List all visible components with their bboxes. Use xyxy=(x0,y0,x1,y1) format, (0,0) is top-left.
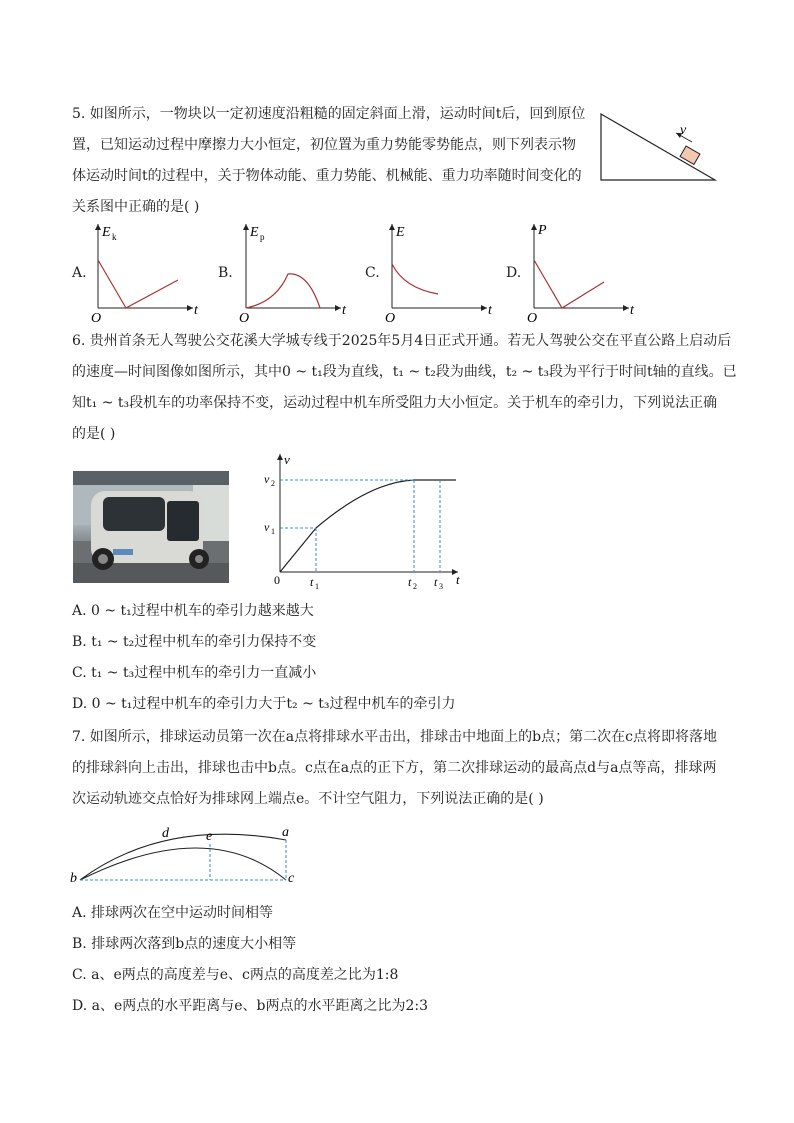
velocity-label: v xyxy=(680,123,687,138)
q5-line-1: 5. 如图所示，一物块以一定初速度沿粗糙的固定斜面上滑，运动时间t后，回到原位 xyxy=(72,106,586,122)
svg-text:0: 0 xyxy=(274,573,280,587)
svg-text:t: t xyxy=(630,303,634,318)
velocity-time-graph xyxy=(260,452,470,592)
q6-line-1: 6. 贵州首条无人驾驶公交花溪大学城专线于2025年5月4日正式开通。若无人驾驶公交在平直公路上启动后 xyxy=(72,333,732,349)
q7-option-d: D. a、e两点的水平距离与e、b两点的水平距离之比为2:3 xyxy=(72,998,429,1014)
svg-text:t: t xyxy=(456,572,460,587)
svg-text:e: e xyxy=(206,829,213,844)
svg-text:O: O xyxy=(385,311,396,326)
svg-text:E: E xyxy=(102,225,111,240)
q5-option-b-label: B. xyxy=(218,265,233,281)
svg-text:O: O xyxy=(527,311,538,326)
q7-option-a: A. 排球两次在空中运动时间相等 xyxy=(72,905,274,921)
svg-text:1: 1 xyxy=(271,527,275,536)
svg-text:b: b xyxy=(70,871,77,886)
q5-option-d-label: D. xyxy=(506,265,522,281)
q7-line-3: 次运动轨迹交点恰好为排球网上端点e。不计空气阻力，下列说法正确的是( ) xyxy=(72,791,544,807)
q6-option-d: D. 0 ~ t₁过程中机车的牵引力大于t₂ ~ t₃过程中机车的牵引力 xyxy=(72,696,456,712)
q6-line-2: 的速度—时间图像如图所示，其中0 ~ t₁段为直线，t₁ ~ t₂段为曲线，t₂ ~ t₃段为平行于时间t轴的直线。已 xyxy=(72,364,737,380)
incline-figure xyxy=(600,112,718,184)
q7-line-2: 的排球斜向上击出，排球也击中b点。c点在a点的正下方，第二次排球运动的最高点d与a点等高，排球两 xyxy=(72,760,717,776)
svg-text:v: v xyxy=(264,472,270,486)
svg-text:E: E xyxy=(250,225,259,240)
q7-option-b: B. 排球两次落到b点的速度大小相等 xyxy=(72,936,297,952)
q5-line-4: 关系图中正确的是( ) xyxy=(72,199,200,215)
q6-option-c: C. t₁ ~ t₃过程中机车的牵引力一直减小 xyxy=(72,665,317,681)
svg-text:k: k xyxy=(112,232,117,242)
graph-a xyxy=(88,222,208,326)
svg-text:c: c xyxy=(288,871,295,886)
graph-b xyxy=(236,222,356,326)
svg-text:t: t xyxy=(194,303,198,318)
q6-line-3: 知t₁ ~ t₃段机车的功率保持不变，运动过程中机车所受阻力大小恒定。关于机车的牵引力，下列说法正确 xyxy=(72,395,718,411)
volleyball-trajectory-figure xyxy=(68,822,308,888)
svg-text:E: E xyxy=(396,225,405,240)
svg-text:P: P xyxy=(538,223,547,238)
driverless-bus-photo xyxy=(73,471,229,583)
q5-option-c-label: C. xyxy=(365,265,380,281)
svg-text:d: d xyxy=(162,826,169,841)
svg-text:2: 2 xyxy=(413,582,417,591)
svg-text:1: 1 xyxy=(315,582,319,591)
svg-text:v: v xyxy=(284,452,290,467)
svg-text:p: p xyxy=(260,232,265,242)
q5-line-3: 体运动时间t的过程中，关于物体动能、重力势能、机械能、重力功率随时间变化的 xyxy=(72,168,582,184)
svg-text:t: t xyxy=(434,575,438,589)
q5-line-2: 置，已知运动过程中摩擦力大小恒定，初位置为重力势能零势能点，则下列表示物 xyxy=(72,137,576,153)
q6-option-b: B. t₁ ~ t₂过程中机车的牵引力保持不变 xyxy=(72,634,317,650)
svg-text:t: t xyxy=(488,303,492,318)
svg-text:2: 2 xyxy=(271,479,275,488)
q7-line-1: 7. 如图所示，排球运动员第一次在a点将排球水平击出，排球击中地面上的b点；第二次在c点将即将落地 xyxy=(72,729,717,745)
q5-option-a-label: A. xyxy=(72,265,87,281)
q6-line-4: 的是( ) xyxy=(72,426,116,442)
svg-text:t: t xyxy=(342,303,346,318)
graph-d xyxy=(524,222,644,326)
svg-text:t: t xyxy=(408,575,412,589)
graph-c xyxy=(382,222,502,326)
svg-text:3: 3 xyxy=(439,582,443,591)
svg-text:a: a xyxy=(282,825,289,840)
svg-text:O: O xyxy=(91,311,102,326)
svg-text:O: O xyxy=(239,311,250,326)
q7-option-c: C. a、e两点的高度差与e、c两点的高度差之比为1:8 xyxy=(72,967,399,983)
q6-option-a: A. 0 ~ t₁过程中机车的牵引力越来越大 xyxy=(72,603,314,619)
svg-text:t: t xyxy=(310,575,314,589)
svg-text:v: v xyxy=(264,520,270,534)
